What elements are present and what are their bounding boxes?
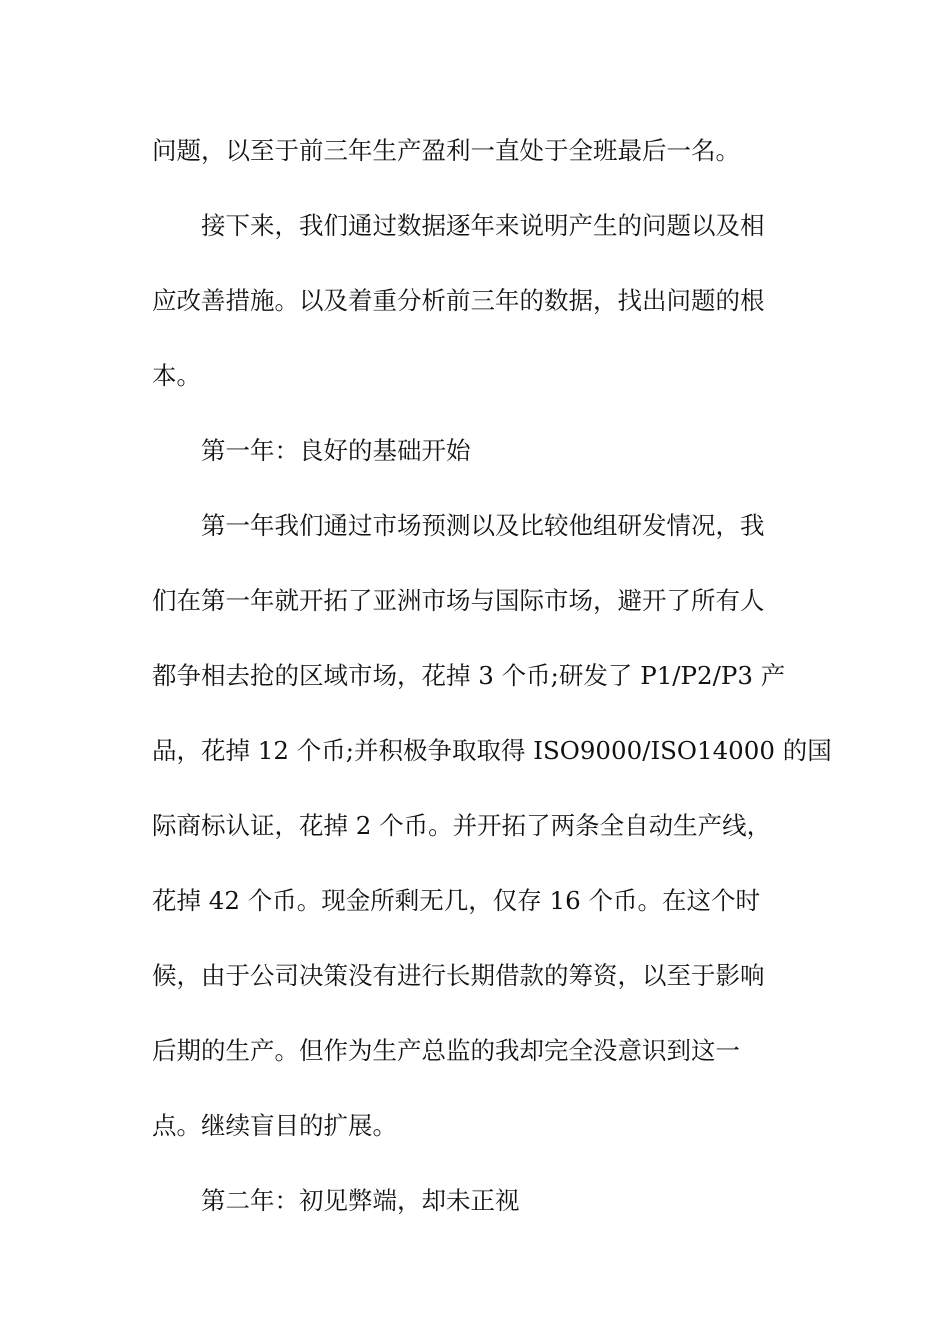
section-heading: 第二年：初见弊端，却未正视	[201, 1186, 520, 1215]
paragraph-line: 问题，以至于前三年生产盈利一直处于全班最后一名。	[152, 136, 740, 165]
paragraph-line: 都争相去抢的区域市场，花掉 3 个币;研发了 P1/P2/P3 产	[152, 661, 786, 690]
paragraph-line: 应改善措施。以及着重分析前三年的数据，找出问题的根	[152, 286, 765, 315]
paragraph-line: 品，花掉 12 个币;并积极争取取得 ISO9000/ISO14000 的国	[152, 736, 832, 765]
paragraph-line: 花掉 42 个币。现金所剩无几，仅存 16 个币。在这个时	[152, 886, 760, 915]
paragraph-line: 本。	[152, 361, 201, 390]
paragraph-line: 们在第一年就开拓了亚洲市场与国际市场，避开了所有人	[152, 586, 765, 615]
paragraph-line: 接下来，我们通过数据逐年来说明产生的问题以及相	[201, 211, 765, 240]
paragraph-line: 际商标认证，花掉 2 个币。并开拓了两条全自动生产线，	[152, 811, 772, 840]
section-heading: 第一年：良好的基础开始	[201, 436, 471, 465]
paragraph-line: 候，由于公司决策没有进行长期借款的筹资，以至于影响	[152, 961, 765, 990]
paragraph-line: 第一年我们通过市场预测以及比较他组研发情况，我	[201, 511, 765, 540]
paragraph-line: 点。继续盲目的扩展。	[152, 1111, 397, 1140]
paragraph-line: 后期的生产。但作为生产总监的我却完全没意识到这一	[152, 1036, 740, 1065]
